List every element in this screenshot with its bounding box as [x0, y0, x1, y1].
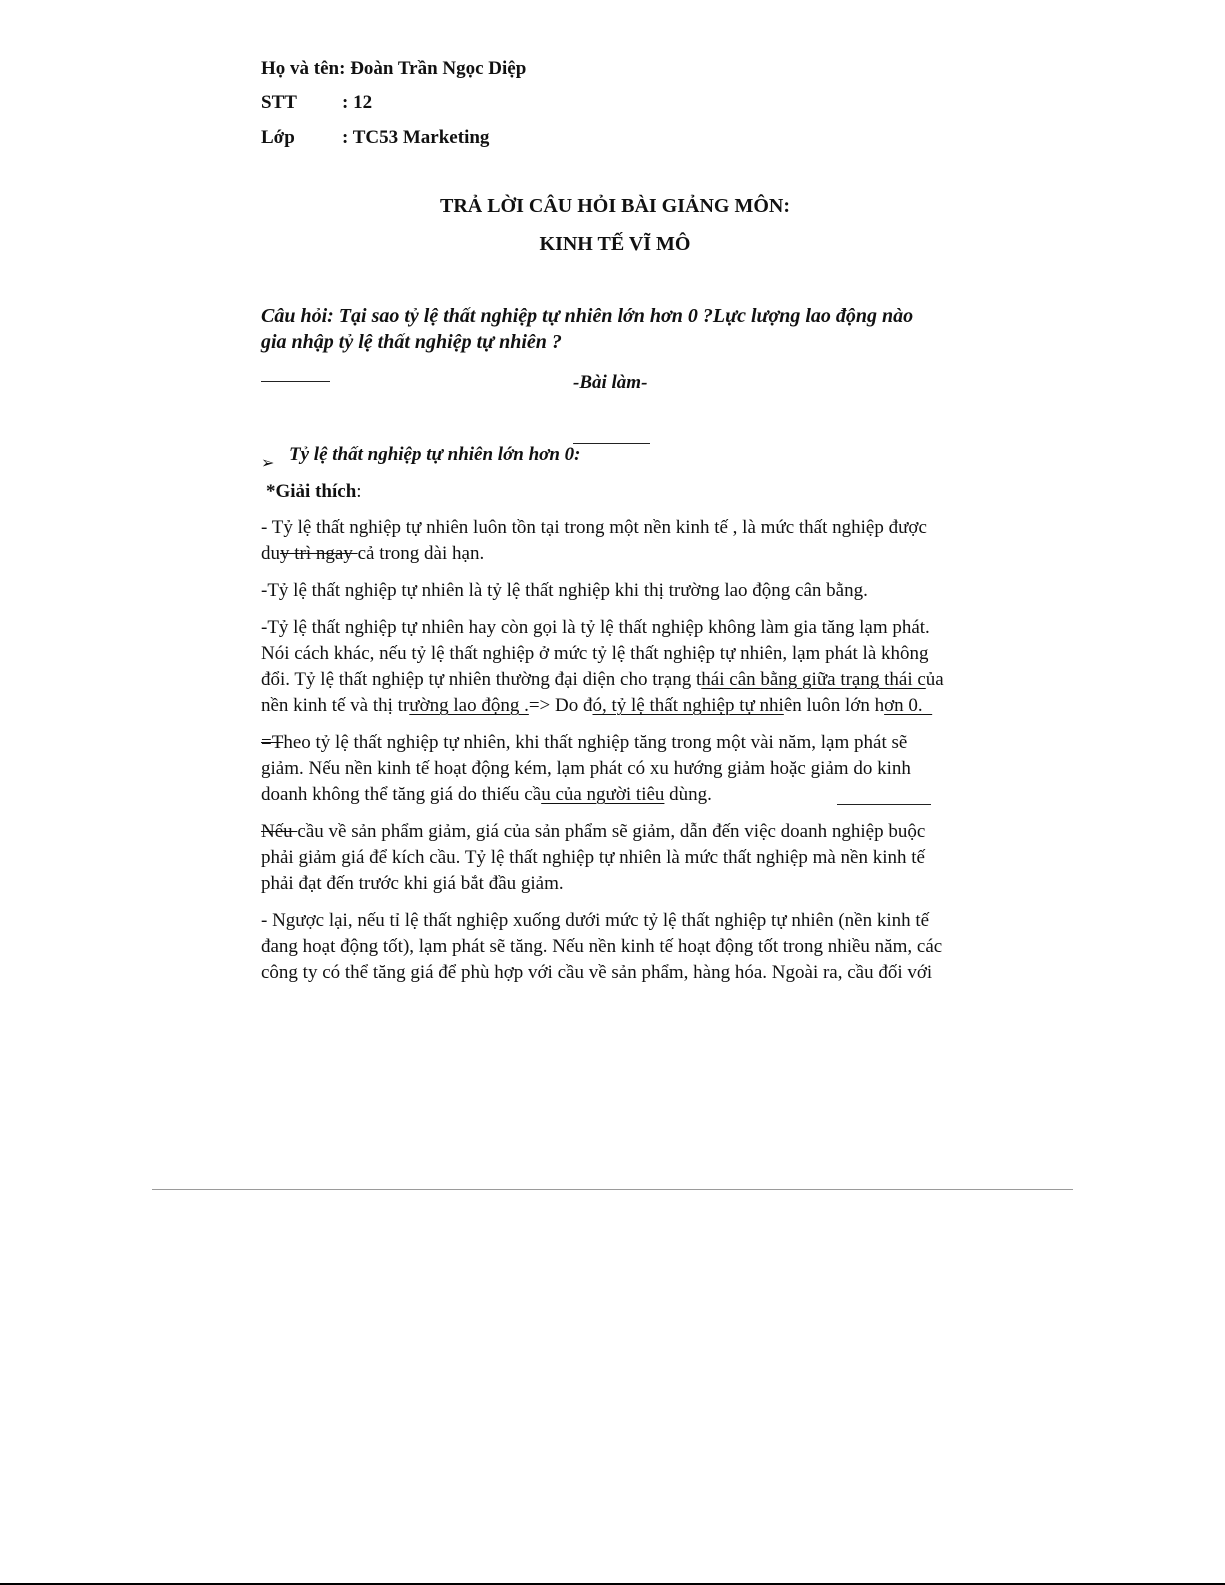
p5-line-2: phải giảm giá để kích cầu. Tỷ lệ thất nghiệp tự nhiên là mức thất nghiệp mà nền kinh tế — [261, 847, 925, 868]
explain-label-line — [266, 480, 362, 504]
p5-l1-text: cầu về sản phẩm giảm, giá của sản phẩm sẽ giảm, dẫn đến việc doanh nghiệp buộc — [297, 821, 926, 842]
p4-line-3 — [261, 783, 712, 807]
p3-l4-underline-2: ó, tỷ lệ thất nghiệp tự nhi — [592, 695, 784, 716]
question-line-1: Câu hỏi: Tại sao tỷ lệ thất nghiệp tự nhiên lớn hơn 0 ?Lực lượng lao động nào — [261, 305, 914, 327]
class-label: Lớp — [261, 127, 295, 148]
answer-heading: -Bài làm- — [573, 372, 648, 393]
page-divider — [152, 1189, 1073, 1190]
name-value: Đoàn Trần Ngọc Diệp — [350, 58, 527, 79]
stt-value: : 12 — [342, 92, 373, 113]
stray-rule-left — [261, 381, 330, 382]
p4-l3-underline: u của người tiêu — [541, 784, 665, 805]
p1-text-b: cả trong dài hạn. — [357, 543, 485, 564]
p1-line-2 — [261, 542, 484, 566]
p5-strikethrough: Nếu — [261, 821, 298, 842]
p3-line-4 — [261, 694, 932, 718]
p4-strikethrough: =T — [261, 732, 284, 753]
name-label: Họ và tên: — [261, 58, 351, 79]
p6-line-1: - Ngược lại, nếu tỉ lệ thất nghiệp xuống dưới mức tỷ lệ thất nghiệp tự nhiên (nền kinh tế — [261, 910, 930, 931]
stray-rule-center — [573, 443, 650, 444]
p5-line-1 — [261, 820, 925, 844]
explain-label: *Giải thích — [266, 481, 357, 502]
question-line-2: gia nhập tỷ lệ thất nghiệp tự nhiên ? — [261, 331, 562, 353]
p3-l3-text-a: đổi. Tỷ lệ thất nghiệp tự nhiên thường đại diện cho trạng t — [261, 669, 702, 690]
p3-l4-text-c: ên luôn lớn h — [783, 695, 885, 716]
p3-l3-underline: hái cân bằng giữa trạng thái c — [701, 669, 926, 690]
p3-line-3 — [261, 668, 944, 692]
p3-line-1: -Tỷ lệ thất nghiệp tự nhiên hay còn gọi là tỷ lệ thất nghiệp không làm gia tăng lạm phát. — [261, 617, 930, 638]
p4-line-1 — [261, 731, 907, 755]
p1-strikethrough: y trì ngay — [280, 543, 358, 564]
p6-line-2: đang hoạt động tốt), lạm phát sẽ tăng. Nếu nền kinh tế hoạt động tốt trong nhiều năm, các — [261, 936, 943, 957]
p4-line-2: giảm. Nếu nền kinh tế hoạt động kém, lạm phát có xu hướng giảm hoặc giảm do kinh — [261, 758, 911, 779]
explain-colon: : — [356, 481, 362, 502]
class-value: : TC53 Marketing — [342, 127, 490, 148]
p1-line-1: - Tỷ lệ thất nghiệp tự nhiên luôn tồn tại trong một nền kinh tế , là mức thất nghiệp được — [261, 517, 927, 538]
p3-line-2: Nói cách khác, nếu tỷ lệ thất nghiệp ở mức tỷ lệ thất nghiệp tự nhiên, lạm phát là không — [261, 643, 929, 664]
p3-l4-text-b: => Do đ — [528, 695, 593, 716]
p3-l4-underline-1: ường lao động . — [409, 695, 529, 716]
p2-line-1: -Tỷ lệ thất nghiệp tự nhiên là tỷ lệ thất nghiệp khi thị trường lao động cân bằng. — [261, 580, 868, 601]
p5-line-3: phải đạt đến trước khi giá bắt đầu giảm. — [261, 873, 564, 894]
p4-l3-text-b: dùng. — [664, 784, 712, 805]
p3-l3-text-b: ủa — [925, 669, 944, 690]
p6-line-3: công ty có thể tăng giá để phù hợp với cầu về sản phẩm, hàng hóa. Ngoài ra, cầu đối với — [261, 962, 933, 983]
p4-l3-text-a: doanh không thể tăng giá do thiếu cầ — [261, 784, 542, 805]
stray-rule-right — [837, 804, 931, 805]
p3-l4-text-a: nền kinh tế và thị tr — [261, 695, 410, 716]
arrow-bullet-icon: ➢ — [261, 455, 275, 472]
title-line-1: TRẢ LỜI CÂU HỎI BÀI GIẢNG MÔN: — [439, 195, 791, 217]
p4-l1-text: heo tỷ lệ thất nghiệp tự nhiên, khi thất nghiệp tăng trong một vài năm, lạm phát sẽ — [283, 732, 908, 753]
stt-label: STT — [261, 92, 297, 113]
p1-text-a: du — [261, 543, 280, 564]
title-line-2: KINH TẾ VĨ MÔ — [539, 233, 691, 255]
section-heading: Tỷ lệ thất nghiệp tự nhiên lớn hơn 0: — [289, 444, 581, 465]
p3-l4-underline-3: ơn 0. — [884, 695, 933, 716]
student-name-line — [261, 57, 526, 81]
